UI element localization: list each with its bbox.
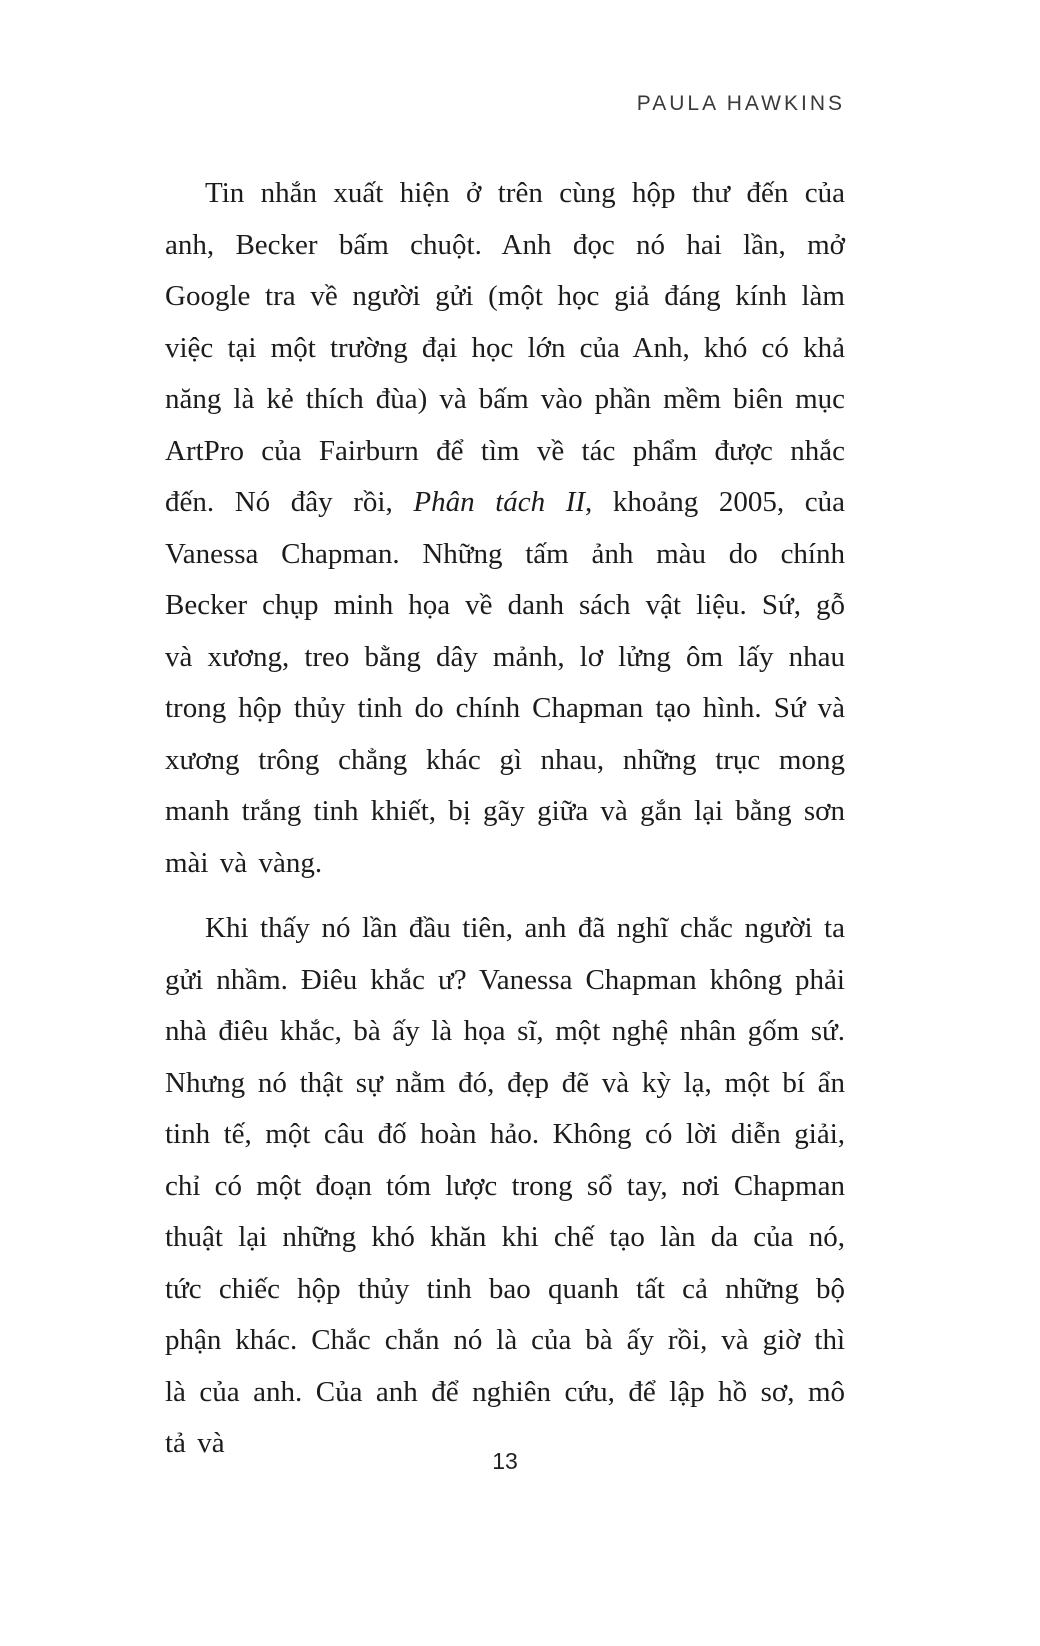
author-name: PAULA HAWKINS: [636, 92, 845, 115]
page-number: 13: [492, 1448, 518, 1474]
paragraph-1: [165, 168, 845, 889]
paragraph-2-text: Khi thấy nó lần đầu tiên, anh đã nghĩ chắc người ta gửi nhầm. Điêu khắc ư? Vanessa Chapman không phải nhà điêu khắc, bà ấy là họa sĩ, một nghệ nhân gốm sứ. Nhưng nó thật sự nằm đó, đẹp đẽ và kỳ lạ, một bí ẩn tinh tế, một câu đố hoàn hảo. Không có lời diễn giải, chỉ có một đoạn tóm lược trong sổ tay, nơi Chapman thuật lại những khó khăn khi chế tạo làn da của nó, tức chiếc hộp thủy tinh bao quanh tất cả những bộ phận khác. Chắc chắn nó là của bà ấy rồi, và giờ thì là của anh. Của anh để nghiên cứu, để lập hồ sơ, mô tả và: [165, 912, 845, 1459]
body-text: [165, 168, 845, 1484]
running-header: [165, 92, 845, 116]
page-footer: [165, 1448, 845, 1475]
paragraph-1-text: Tin nhắn xuất hiện ở trên cùng hộp thư đến của anh, Becker bấm chuột. Anh đọc nó hai lần, mở Google tra về người gửi (một học giả đáng kính làm việc tại một trường đại học lớn của Anh, khó có khả năng là kẻ thích đùa) và bấm vào phần mềm biên mục ArtPro của Fairburn để tìm về tác phẩm được nhắc đến. Nó đây rồi,: [165, 177, 845, 518]
artwork-title-italic: Phân tách II: [413, 486, 586, 518]
paragraph-1-text-continued: , khoảng 2005, của Vanessa Chapman. Những tấm ảnh màu do chính Becker chụp minh họa về danh sách vật liệu. Sứ, gỗ và xương, treo bằng dây mảnh, lơ lửng ôm lấy nhau trong hộp thủy tinh do chính Chapman tạo hình. Sứ và xương trông chẳng khác gì nhau, những trục mong manh trắng tinh khiết, bị gãy giữa và gắn lại bằng sơn mài và vàng.: [165, 486, 846, 879]
paragraph-2: [165, 903, 845, 1470]
